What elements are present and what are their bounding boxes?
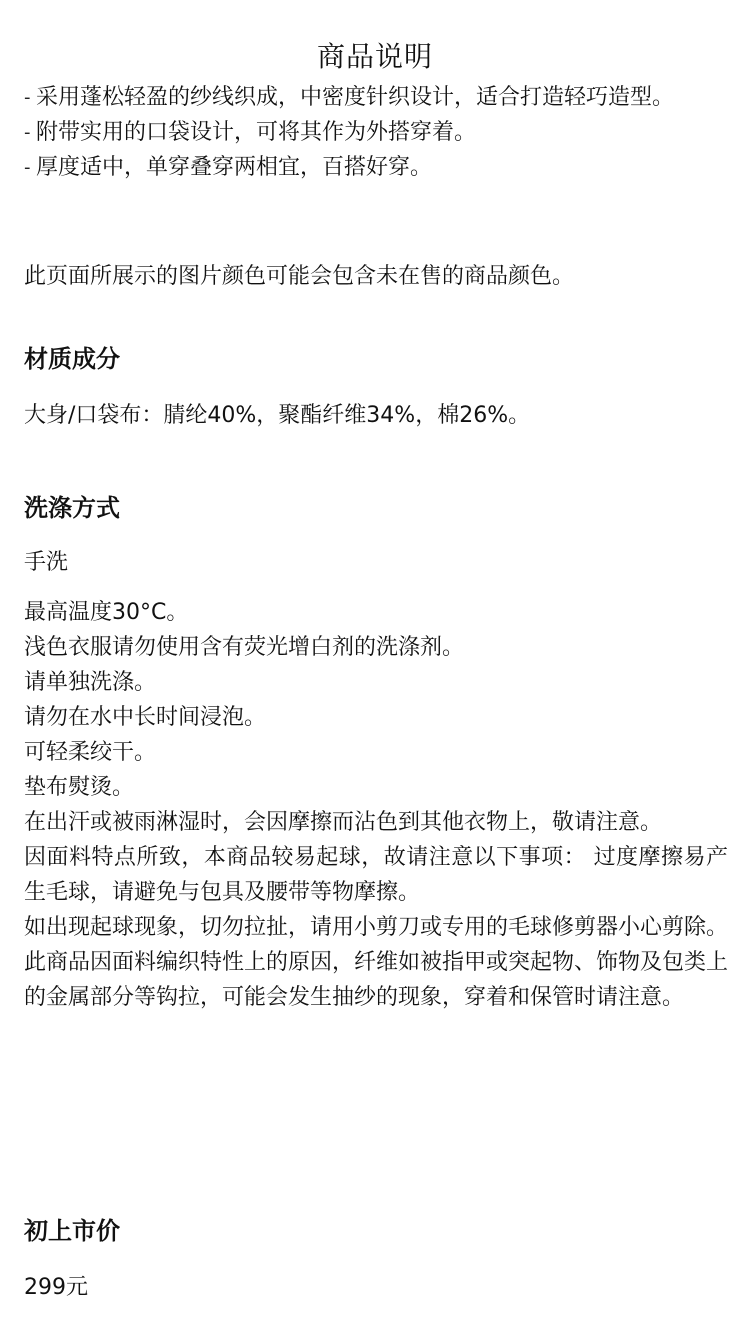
- feature-text: 采用蓬松轻盈的纱线织成，中密度针织设计，适合打造轻巧造型。: [36, 85, 675, 110]
- feature-text: 厚度适中，单穿叠穿两相宜，百搭好穿。: [36, 155, 433, 180]
- color-disclaimer: 此页面所展示的图片颜色可能会包含未在售的商品颜色。: [24, 264, 575, 289]
- price-heading: 初上市价: [24, 1217, 120, 1245]
- care-instruction: 此商品因面料编织特性上的原因，纤维如被指甲或突起物、饰物及包类上的金属部分等钩拉，可能会发生抽纱的现象，穿着和保管时请注意。: [24, 950, 729, 1010]
- care-instruction: 因面料特点所致，本商品较易起球，故请注意以下事项： 过度摩擦易产生毛球，请避免与包具及腰带等物摩擦。: [24, 845, 728, 905]
- feature-item: [24, 80, 728, 115]
- washing-method: 手洗: [24, 550, 69, 575]
- feature-item: [24, 150, 728, 185]
- price-value: 299元: [24, 1275, 88, 1300]
- materials-composition: 大身/口袋布：腈纶40%，聚酯纤维34%，棉26%。: [24, 403, 531, 428]
- feature-list: [24, 80, 728, 185]
- care-instruction: 垫布熨烫。: [24, 775, 135, 800]
- feature-item: [24, 115, 728, 150]
- care-instruction: 请勿在水中长时间浸泡。: [24, 705, 267, 730]
- washing-heading: 洗涤方式: [24, 494, 120, 522]
- care-instruction: 在出汗或被雨淋湿时，会因摩擦而沾色到其他衣物上，敬请注意。: [24, 810, 663, 835]
- care-instruction: 可轻柔绞干。: [24, 740, 157, 765]
- dash-bullet-icon: -: [24, 157, 31, 178]
- dash-bullet-icon: -: [24, 122, 31, 143]
- materials-heading: 材质成分: [24, 345, 120, 373]
- dash-bullet-icon: -: [24, 87, 31, 108]
- care-instruction: 最高温度30°C。: [24, 600, 189, 625]
- care-instruction: 请单独洗涤。: [24, 670, 157, 695]
- page-title: 商品说明: [316, 39, 433, 73]
- care-instruction: 如出现起球现象，切勿拉扯，请用小剪刀或专用的毛球修剪器小心剪除。: [24, 915, 729, 940]
- care-instructions-list: [24, 595, 728, 1015]
- care-instruction: 浅色衣服请勿使用含有荧光增白剂的洗涤剂。: [24, 635, 465, 660]
- feature-text: 附带实用的口袋设计，可将其作为外搭穿着。: [36, 120, 477, 145]
